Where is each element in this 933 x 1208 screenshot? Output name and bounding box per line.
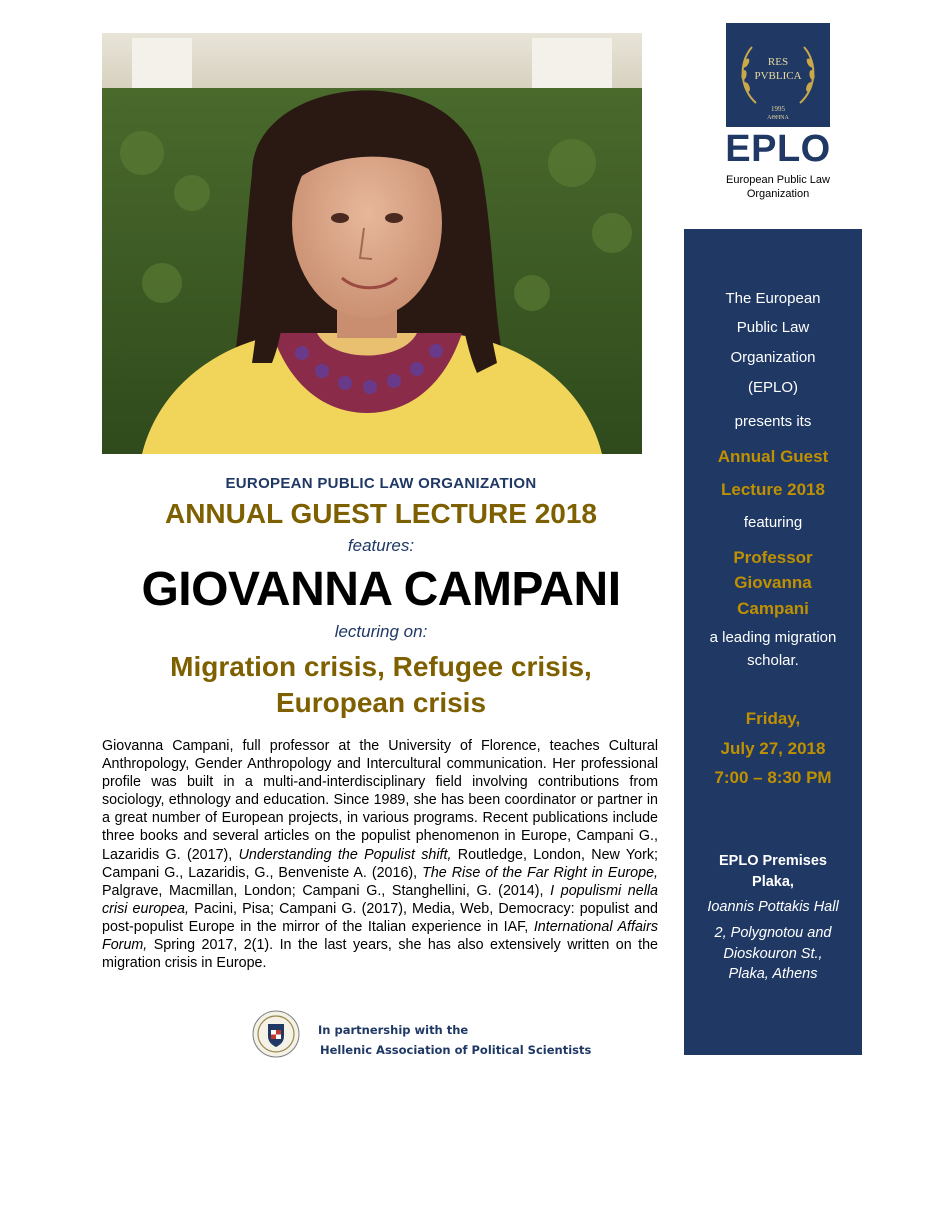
eplo-subtitle-line-1: European Public Law [726,174,830,186]
eplo-wordmark: EPLO [725,128,831,170]
features-label: features: [347,536,415,555]
lecture-topic [102,649,660,721]
sidebar-professor-line-3: Campani [737,599,809,618]
res-publica-seal-logo [726,23,830,127]
event-details-sidebar [684,229,862,1055]
sidebar-event-line-2: Lecture 2018 [721,480,825,499]
bio-text: Pacini, Pisa; Campani G. (2017), Media, Web, Democracy: populist and post-populist Europe in the mirror of the Italian experience in IAF, [102,900,658,935]
sidebar-date: July 27, 2018 [720,739,826,758]
sidebar-professor-line-2: Giovanna [734,573,812,592]
sidebar-address-line-3: Plaka, Athens [728,966,818,982]
sidebar-intro-line-3: Organization [730,349,816,366]
eplo-subtitle-line-2: Organization [746,188,810,200]
topic-line-1: Migration crisis, Refugee crisis, [170,651,592,682]
sidebar-time: 7:00 – 8:30 PM [714,768,832,787]
speaker-bio [102,737,658,972]
bio-title-1: Understanding the Populist shift, [238,846,452,863]
sidebar-address-line-1: 2, Polygnotou and [714,925,832,941]
bio-title-2: The Rise of the Far Right in Europe, [422,864,658,881]
sidebar-event-line-1: Annual Guest [717,447,829,466]
sidebar-venue-line-1: EPLO Premises [719,853,827,869]
bio-text: Giovanna Campani, full professor at the University of Florence, teaches Cultural Anthropology, Gender Anthropology and Intercultural communication. Her professional profile was built in a multi-and-interdisciplinary field involving contributions from sociology, ethnology and education. Since 1989, she has been coordinator or partner in a great number of European projects, in various programs. Recent publications include three books and several articles on the populist phenomenon in Europe, Campani G., Lazaridis G. (2017), [102,738,658,863]
sidebar-presents: presents its [734,413,812,430]
organization-heading: EUROPEAN PUBLIC LAW ORGANIZATION [225,475,537,492]
seal-year: 1995 [771,105,785,113]
sidebar-hall: Ioannis Pottakis Hall [707,899,839,915]
seal-city: AΘHNA [767,115,789,121]
seal-text-publica: PVBLICA [754,70,802,82]
sidebar-professor-line-1: Professor [733,548,813,567]
lecturing-label: lecturing on: [334,622,428,641]
sidebar-venue-line-2: Plaka, [752,874,794,890]
bio-text: Routledge, London, New York; Campani G., Lazaridis, G., Benveniste A. (2016), [102,846,658,881]
sidebar-date-day: Friday, [745,709,801,728]
seal-text-res: RES [767,56,789,68]
sidebar-role-line-1: a leading migration [709,629,837,646]
partnership-line-1: In partnership with the [318,1023,469,1037]
sidebar-address-line-2: Dioskouron St., [723,946,823,962]
lecture-title: ANNUAL GUEST LECTURE 2018 [164,498,597,529]
bio-title-4: International Affairs Forum, [102,918,659,954]
bio-text: Palgrave, Macmillan, London; Campani G., Stanghellini, G. (2014), [102,882,551,899]
eplo-subtitle [700,173,856,201]
bio-text: Spring 2017, 2(1). In the last years, she has also extensively written on the migration crisis in Europe. [102,937,658,972]
sidebar-featuring: featuring [743,514,803,531]
speaker-name: GIOVANNA CAMPANI [141,563,621,616]
bio-title-3: I populismi nella crisi europea, [102,882,659,917]
sidebar-intro-line-1: The European [725,290,821,307]
sidebar-role-line-2: scholar. [747,652,799,669]
hellenic-association-seal-icon [252,1010,300,1058]
partnership-line-2: Hellenic Association of Political Scientists [320,1043,592,1057]
sidebar-intro-line-2: Public Law [736,319,810,336]
sidebar-intro-line-4: (EPLO) [747,379,798,396]
speaker-photo [102,33,642,454]
topic-line-2: European crisis [275,687,487,718]
partnership-text [318,1020,591,1060]
